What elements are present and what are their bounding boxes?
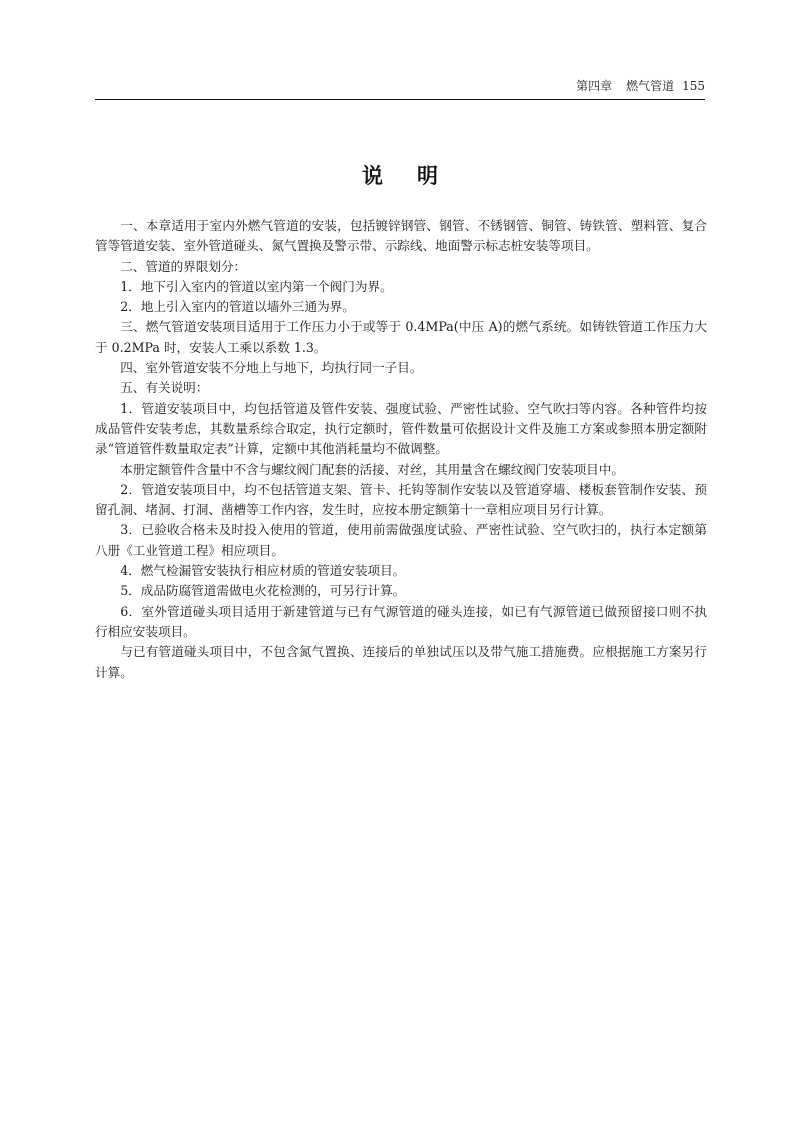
paragraph-3: 1．地下引入室内的管道以室内第一个阀门为界。 [120, 278, 393, 294]
header-chapter: 第四章 [576, 79, 613, 93]
paragraph-8: 1．管道安装项目中，均包括管道及管件安装、强度试验、严密性试验、空气吹扫等内容。各种管件均按成品管件安装考虑，其数量系综合取定，执行定额时，管件数量可依据设计文件及施工方案或参照本册定额附录“管道管件数量取定表”计算，定额中其他消耗量均不做调整。 [95, 400, 707, 457]
paragraph-6: 四、室外管道安装不分地上与地下，均执行同一子目。 [120, 360, 423, 376]
header-rule [95, 99, 705, 100]
paragraph-7: 五、有关说明： [120, 380, 209, 396]
paragraph-1: 一、本章适用于室内外燃气管道的安装，包括镀锌钢管、钢管、不锈钢管、铜管、铸铁管、塑料管、复合管等管道安装、室外管道碰头、氮气置换及警示带、示踪线、地面警示标志桩安装等项目。 [95, 218, 707, 254]
paragraph-12: 4．燃气检漏管安装执行相应材质的管道安装项目。 [120, 563, 406, 579]
header-section: 燃气管道 [626, 79, 675, 93]
paragraph-4: 2．地上引入室内的管道以墙外三通为界。 [120, 299, 355, 315]
paragraph-10: 2．管道安装项目中，均不包括管道支架、管卡、托钩等制作安装以及管道穿墙、楼板套管制作安装、预留孔洞、堵洞、打洞、凿槽等工作内容，发生时，应按本册定额第十一章相应项目另行计算。 [95, 481, 707, 518]
running-header [95, 76, 705, 96]
paragraph-9: 本册定额管件含量中不含与螺纹阀门配套的活接、对丝，其用量含在螺纹阀门安装项目中。 [120, 461, 624, 477]
paragraph-2: 二、管道的界限划分： [120, 258, 247, 274]
paragraph-14: 6．室外管道碰头项目适用于新建管道与已有气源管道的碰头连接，如已有气源管道已做预留接口则不执行相应安装项目。 [95, 603, 707, 639]
body-text [95, 216, 707, 683]
page-title: 说明 [362, 163, 472, 188]
page-number: 155 [682, 79, 705, 93]
paragraph-13: 5．成品防腐管道需做电火花检测的，可另行计算。 [120, 583, 406, 599]
paragraph-5: 三、燃气管道安装项目适用于工作压力小于或等于 0.4MPa(中压 A)的燃气系统。如铸铁管道工作压力大于 0.2MPa 时，安装人工乘以系数 1.3。 [95, 319, 707, 355]
paragraph-11: 3．已验收合格未及时投入使用的管道，使用前需做强度试验、严密性试验、空气吹扫的，执行本定额第八册《工业管道工程》相应项目。 [95, 522, 707, 558]
paragraph-15: 与已有管道碰头项目中，不包含氮气置换、连接后的单独试压以及带气施工措施费。应根据施工方案另行计算。 [95, 644, 707, 680]
